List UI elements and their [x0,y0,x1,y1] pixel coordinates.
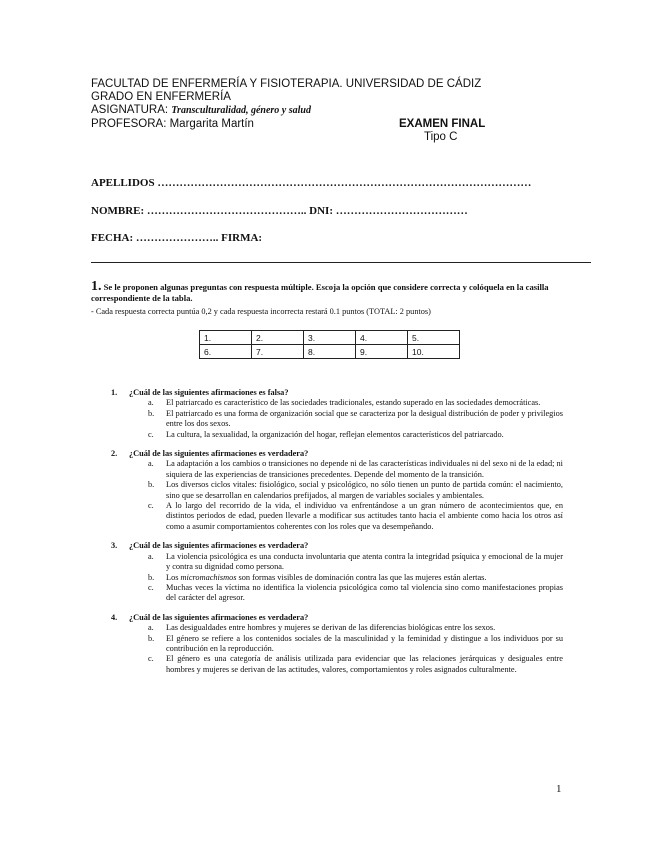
option-text: El patriarcado es característico de las sociedades tradicionales, estando superado en las sociedades democráticas. [166,398,541,408]
answer-cell[interactable]: 7. [252,345,304,359]
question-number: 3. [111,541,118,551]
answer-table [199,330,460,359]
answer-cell[interactable]: 5. [408,331,460,345]
option-letter: a. [148,459,154,469]
surname-field[interactable]: APELLIDOS ………………………………………………………………………………………… [91,177,532,189]
option-letter: a. [148,551,154,561]
degree-line: GRADO EN ENFERMERÍA [91,91,231,103]
section1-number: 1. [91,279,102,294]
question-4 [111,613,563,675]
question-1 [111,388,563,440]
page-number: 1 [556,783,562,795]
option-text-emphasis: micromachismos [180,572,237,582]
option-letter: a. [148,398,154,408]
option-c [148,582,563,604]
answer-cell[interactable]: 8. [304,345,356,359]
option-text: Muchas veces la víctima no identifica la violencia psicológica como tal violencia sino como manifestaciones propias del carácter del agresor. [166,582,563,603]
answer-row [200,345,460,359]
question-list [111,388,563,684]
option-text: La violencia psicológica es una conducta involuntaria que atenta contra la integridad psíquica y emocional de la mujer y contra su dignidad como persona. [166,551,563,572]
option-letter: a. [148,623,154,633]
question-number: 1. [111,388,118,397]
option-letter: b. [148,633,155,643]
option-text: Las desigualdades entre hombres y mujeres se derivan de las diferencias biológicas entre los sexos. [166,623,496,633]
option-letter: c. [148,429,154,439]
option-letter: b. [148,572,155,582]
question-stem: ¿Cuál de las siguientes afirmaciones es verdadera? [129,541,309,551]
option-text: La adaptación a los cambios o transiciones no depende ni de las características individuales ni del sexo ni de la edad; ni siquiera de las experiencias de transiciones precedentes. Depende del momento de la transición. [166,459,563,479]
option-a [148,459,563,480]
option-b [148,633,563,655]
option-letter: c. [148,501,154,511]
option-b [148,572,563,583]
exam-type: Tipo C [424,131,458,143]
answer-row [200,331,460,345]
divider [91,262,591,263]
answer-cell[interactable]: 3. [304,331,356,345]
exam-title: EXAMEN FINAL [399,118,486,130]
option-a [148,551,563,573]
option-text-before: Los [166,572,181,582]
option-text-after: son formas visibles de dominación contra las que las mujeres están alertas. [236,572,487,582]
scoring-note: - Cada respuesta correcta puntúa 0,2 y cada respuesta incorrecta restará 0.1 puntos (TOTAL: 2 puntos) [91,307,431,316]
option-b [148,480,563,501]
answer-cell[interactable]: 2. [252,331,304,345]
option-text: A lo largo del recorrido de la vida, el individuo va enfrentándose a un gran número de acontecimientos que, en distintos periodos de edad, pueden llevarle a modificar sus actitudes tanto hacia el ambiente como hacia los otros así como a asumir comportamientos coherentes con los roles que va desempeñando. [166,501,563,531]
section1-text: Se le proponen algunas preguntas con respuesta múltiple. Escoja la opción que considere correcta y colóquela en la casilla correspondiente de la tabla. [91,282,549,303]
question-number: 2. [111,449,118,459]
option-text: El género se refiere a los contenidos sociales de la masculinidad y la feminidad y distingue a los individuos por su contribución en la reproducción. [166,633,563,653]
option-letter: c. [148,654,154,664]
faculty-line: FACULTAD DE ENFERMERÍA Y FISIOTERAPIA. UNIVERSIDAD DE CÁDIZ [91,78,482,90]
option-text: El género es una categoría de análisis utilizada para evidenciar que las relaciones jerárquicas y desiguales entre hombres y mujeres se derivan de las actitudes, valores, comportamientos y roles asignados culturalmente. [166,654,563,674]
option-letter: b. [148,480,155,490]
subject-name: Transculturalidad, género y salud [171,105,311,116]
subject-label: ASIGNATURA: [91,104,169,116]
question-number: 4. [111,612,118,622]
option-c [148,654,563,675]
option-text: La cultura, la sexualidad, la organización del hogar, reflejan elementos característicos del patriarcado. [166,429,504,439]
answer-cell[interactable]: 4. [356,331,408,345]
option-letter: b. [148,408,155,418]
question-stem: ¿Cuál de las siguientes afirmaciones es verdadera? [129,612,309,622]
option-text: Los diversos ciclos vitales: fisiológico, social y psicológico, no sólo tienen un punto de partida común: el nacimiento, sino que se desarrollan en calendarios prefijados, al margen de variables sociales y ambientales. [166,480,563,500]
option-c [148,501,563,532]
subject-line [91,104,311,117]
teacher-line: PROFESORA: Margarita Martín [91,118,254,130]
option-a [148,623,563,633]
answer-cell[interactable]: 1. [200,331,252,345]
section1-instructions [91,281,561,304]
question-2 [111,449,563,532]
answer-cell[interactable]: 10. [408,345,460,359]
date-signature-field[interactable]: FECHA: ………………….. FIRMA: [91,232,263,244]
option-text: El patriarcado es una forma de organización social que se caracteriza por la desigual distribución de poder y privilegios entre los dos sexos. [166,408,563,429]
answer-cell[interactable]: 9. [356,345,408,359]
option-c [148,429,563,440]
name-dni-field[interactable]: NOMBRE: …………………………………….. DNI: ……………………………… [91,205,468,217]
option-b [148,408,563,430]
question-3 [111,541,563,603]
question-stem: ¿Cuál de las siguientes afirmaciones es falsa? [129,388,289,397]
answer-cell[interactable]: 6. [200,345,252,359]
option-a [148,398,563,408]
option-letter: c. [148,582,154,592]
question-stem: ¿Cuál de las siguientes afirmaciones es verdadera? [129,449,309,459]
